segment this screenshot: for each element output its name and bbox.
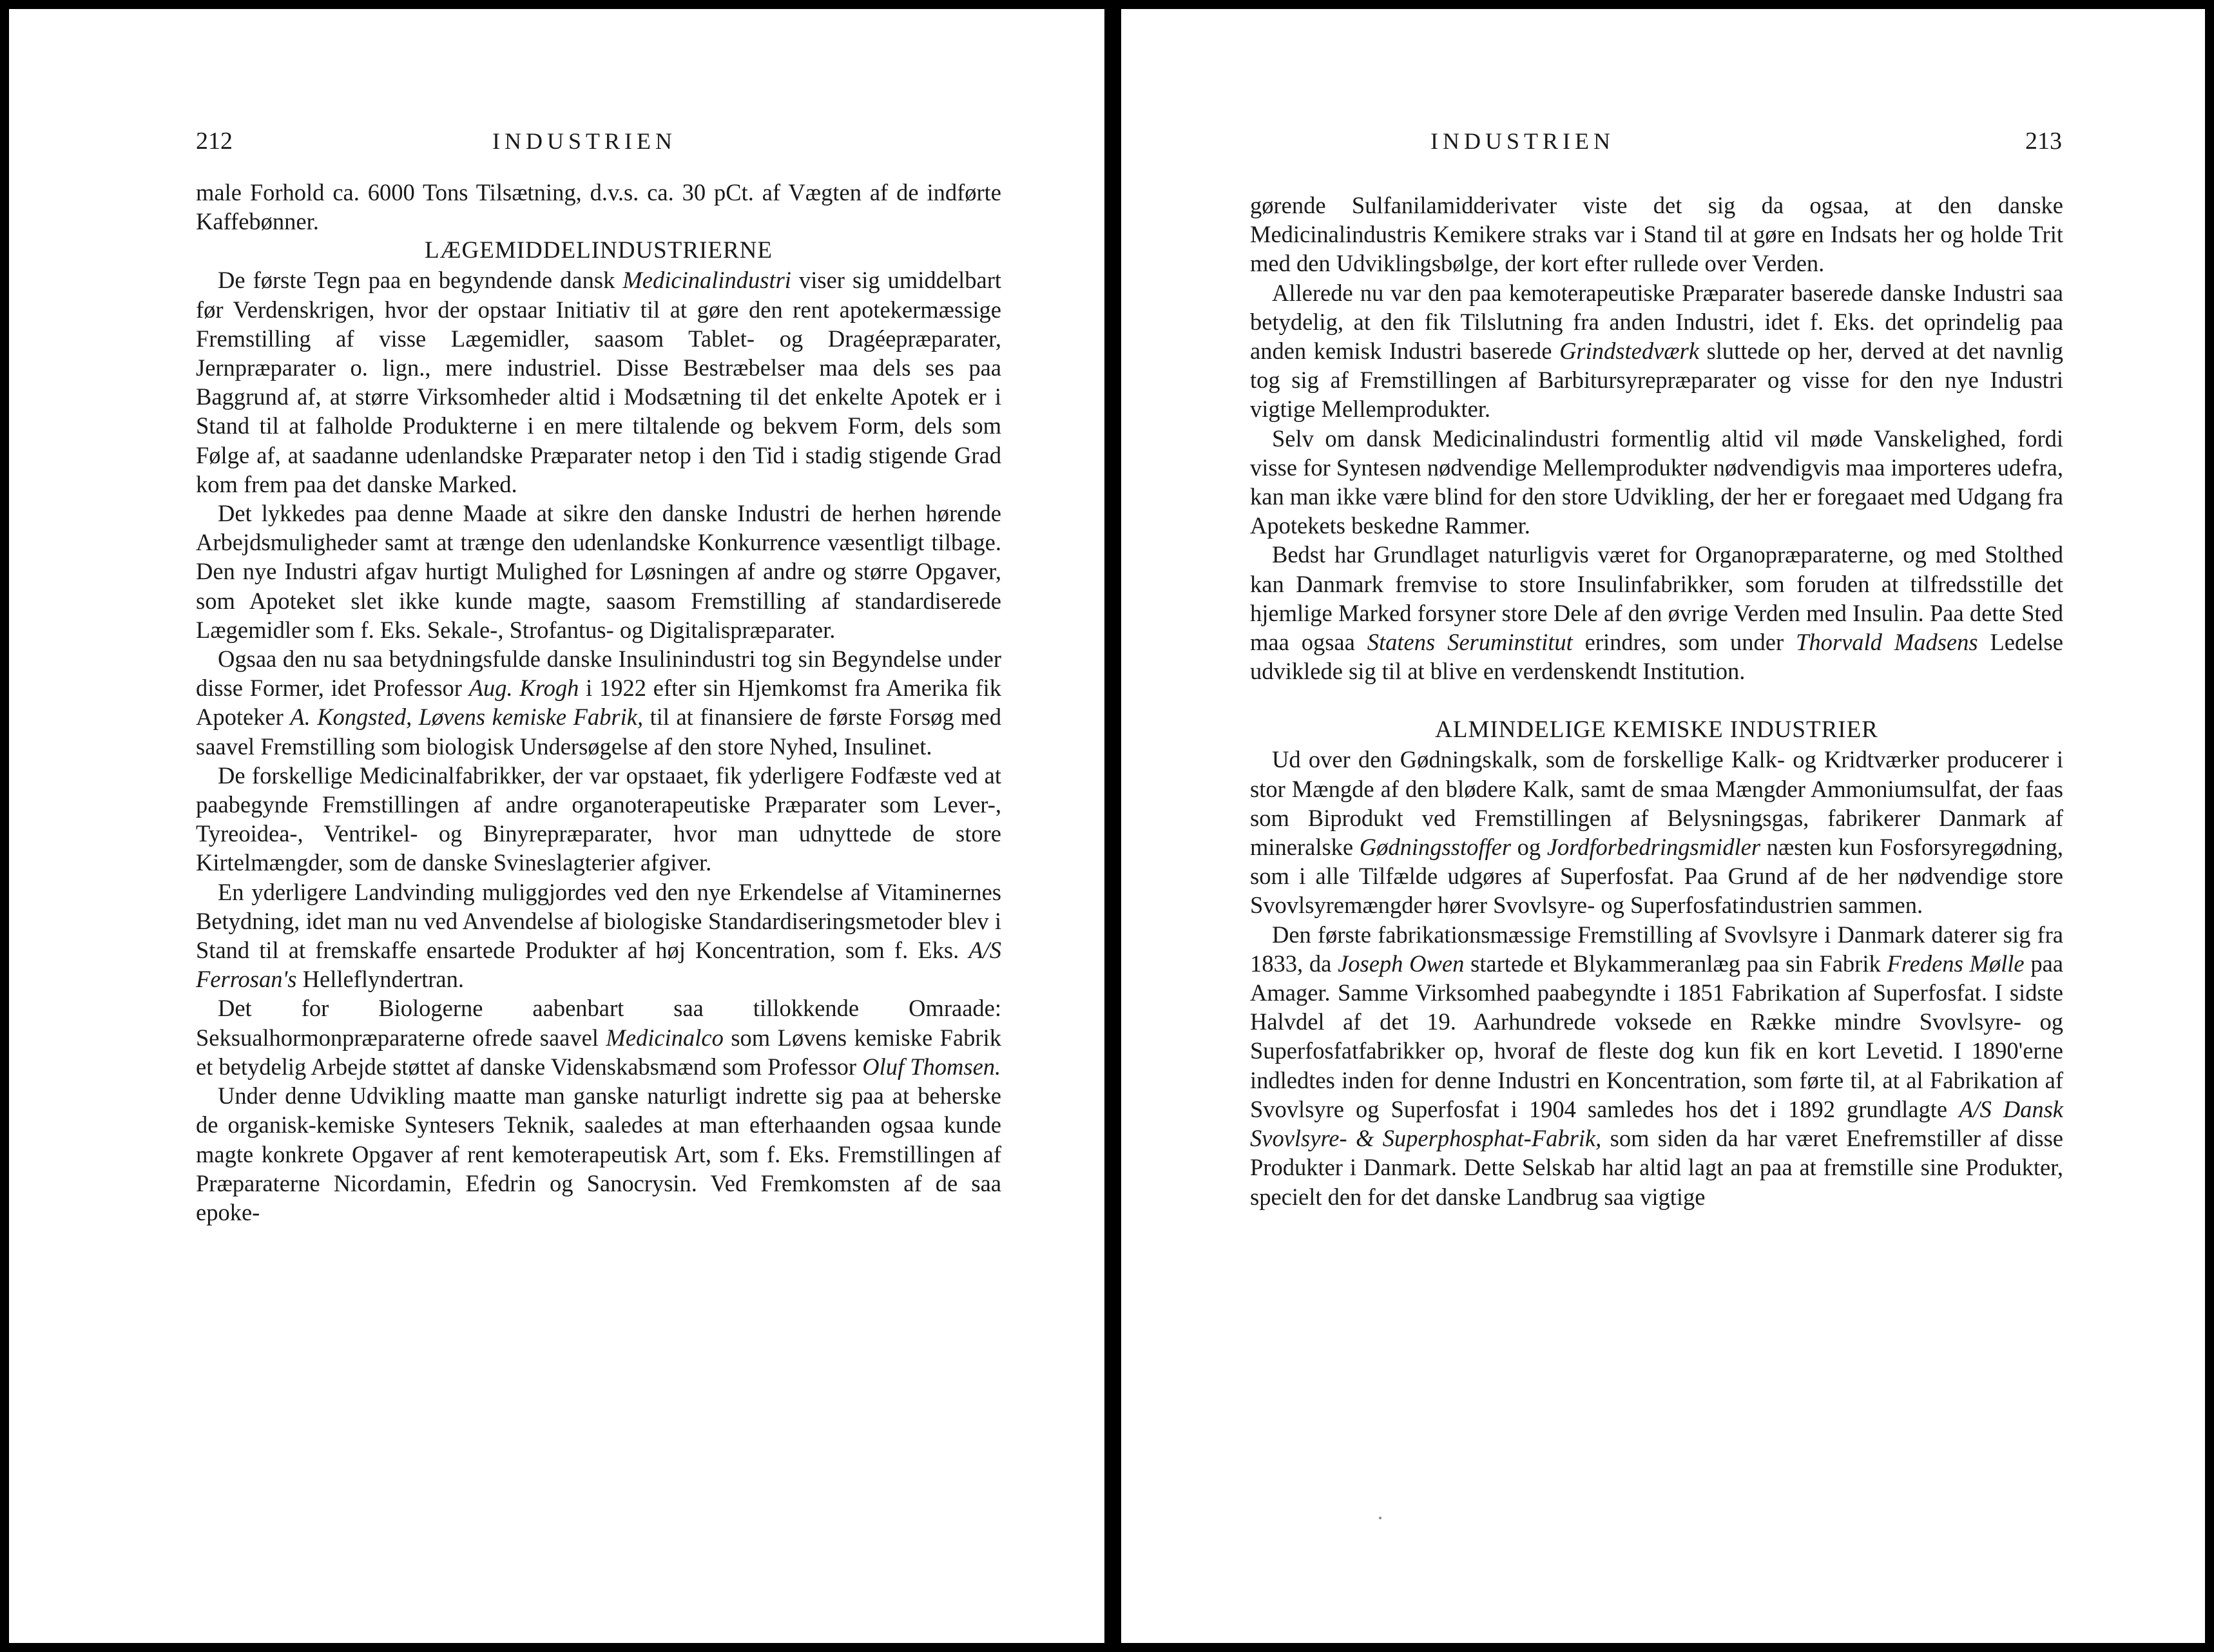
paragraph: Allerede nu var den paa kemoterapeutiske Præparater baserede danske Industri saa betydelig, at den fik Tilslutning fra anden Industri, idet f. Eks. det oprindelig paa anden kemisk Industri baserede Grindstedværk sluttede op her, derved at det navnlig tog sig af Fremstillingen af Barbitursyrepræparater og visse for den nye Industri vigtige Mellemprodukter. — [1250, 279, 2063, 423]
emphasis: Medicinalco — [606, 1024, 724, 1051]
book-gutter — [1104, 9, 1121, 1643]
paragraph: Under denne Udvikling maatte man ganske naturligt indrette sig paa at beherske de organisk-kemiske Syntesers Teknik, saaledes at man efterhaanden ogsaa kunde magte konkrete Opgaver af rent kemoterapeutisk Art, som f. Eks. Fremstillingen af Præparaterne Nicordamin, Efedrin og Sanocrysin. Ved Fremkomsten af de saa epoke- — [196, 1082, 1001, 1225]
running-head-left: INDUSTRIEN — [492, 128, 677, 154]
paragraph: En yderligere Landvinding muliggjordes ved den nye Erkendelse af Vitaminernes Betydning, idet man nu ved Anvendelse af biologiske Standardiseringsmetoder blev i Stand til at fremskaffe ensartede Produkter af høj Koncentration, som f. Eks. A/S Ferrosan's Helleflyndertran. — [196, 878, 1001, 993]
page-number-left: 212 — [196, 128, 233, 155]
paragraph: Det for Biologerne aabenbart saa tillokkende Omraade: Seksualhormonpræparaterne ofrede saavel Medicinalco som Løvens kemiske Fabrik et betydelig Arbejde støttet af danske Videnskabsmænd som Professor Oluf Thomsen. — [196, 995, 1001, 1080]
paragraph: Selv om dansk Medicinalindustri formentlig altid vil møde Vanskelighed, fordi visse for Syntesen nødvendige Mellemprodukter nødvendigvis maa importeres udefra, kan man ikke være blind for den store Udvikling, der her er foregaaet med Udgang fra Apotekets beskedne Rammer. — [1250, 425, 2063, 539]
paragraph: gørende Sulfanilamidderivater viste det sig da ogsaa, at den danske Medicinalindustris Kemikere straks var i Stand til at gøre en Indsats her og holde Trit med den Udviklingsbølge, der kort efter rullede over Verden. — [1250, 192, 2063, 277]
paragraph: male Forhold ca. 6000 Tons Tilsætning, d.v.s. ca. 30 pCt. af Vægten af de indførte Kaffebønner. — [196, 179, 1001, 235]
emphasis: Oluf Thomsen. — [862, 1053, 1001, 1080]
paper-speck — [1379, 1517, 1381, 1519]
emphasis: Thorvald Madsens — [1796, 629, 1978, 656]
section-title-laegemiddel: LÆGEMIDDELINDUSTRIERNE — [425, 237, 773, 264]
paragraph: Ogsaa den nu saa betydningsfulde danske Insulinindustri tog sin Begyndelse under disse Former, idet Professor Aug. Krogh i 1922 efter sin Hjemkomst fra Amerika fik Apoteker A. Kongsted, Løvens kemiske Fabrik, til at finansiere de første Forsøg med saavel Fremstilling som biologisk Undersøgelse af den store Nyhed, Insulinet. — [196, 646, 1001, 760]
page-number-right: 213 — [2025, 128, 2062, 155]
emphasis: Statens Seruminstitut — [1367, 629, 1573, 656]
paragraph: Ud over den Gødningskalk, som de forskellige Kalk- og Kridtværker producerer i stor Mængde af den blødere Kalk, samt de smaa Mængder Ammoniumsulfat, der faas som Biprodukt ved Fremstillingen af Belysningsgas, fabrikerer Danmark af mineralske Gødningsstoffer og Jordforbedringsmidler næsten kun Fosforsyregødning, som i alle Tilfælde udgøres af Superfosfat. Paa Grund af de her nødvendige store Svovlsyremængder hører Svovlsyre- og Superfosfatindustrien sammen. — [1250, 746, 2063, 919]
emphasis: Medicinalindustri — [622, 267, 791, 294]
paragraph: Den første fabrikationsmæssige Fremstilling af Svovlsyre i Danmark daterer sig fra 1833, da Joseph Owen startede et Blykammeranlæg paa sin Fabrik Fredens Mølle paa Amager. Samme Virksomhed paabegyndte i 1851 Fabrikation af Superfosfat. I sidste Halvdel af det 19. Aarhundrede voksede en Række mindre Svovlsyre- og Superfosfatfabrikker op, hvoraf de fleste dog kun fik en kort Levetid. I 1890'erne indledtes inden for denne Industri en Koncentration, som førte til, at al Fabrikation af Svovlsyre og Superfosfat i 1904 samledes hos det i 1892 grundlagte A/S Dansk Svovlsyre- & Superphosphat-Fabrik, som siden da har været Enefremstiller af disse Produkter i Danmark. Dette Selskab har altid lagt an paa at fremstille sine Produkter, specielt den for det danske Landbrug saa vigtige — [1250, 921, 2064, 1210]
right-page — [1121, 9, 2205, 1643]
emphasis: A/S Dansk Svovlsyre- & Superphosphat-Fabrik, — [1250, 1095, 2063, 1152]
left-page — [9, 9, 1104, 1643]
emphasis: Gødningsstoffer — [1359, 834, 1512, 861]
paragraph: De forskellige Medicinalfabrikker, der var opstaaet, fik yderligere Fodfæste ved at paabegynde Fremstillingen af andre organoterapeutiske Præparater som Lever-, Tyreoidea-, Ventrikel- og Binyrepræparater, hvor man udnyttede de store Kirtelmængder, som de danske Svineslagterier afgiver. — [196, 762, 1001, 876]
emphasis: Jordforbedringsmidler — [1546, 834, 1761, 861]
emphasis: Grindstedværk — [1559, 338, 1700, 365]
emphasis: Fredens Mølle — [1887, 950, 2025, 977]
running-head-right: INDUSTRIEN — [1430, 128, 1615, 154]
emphasis: Aug. Krogh — [468, 675, 579, 702]
emphasis: A. Kongsted, Løvens kemiske Fabrik, — [290, 704, 644, 731]
emphasis: Joseph Owen — [1338, 950, 1465, 977]
left-page-body — [196, 178, 1001, 1227]
section-title-kemiske: ALMINDELIGE KEMISKE INDUSTRIER — [1435, 716, 1878, 744]
right-page-header — [1250, 122, 2062, 160]
emphasis: A/S Ferrosan's — [196, 937, 1001, 993]
paragraph: De første Tegn paa en begyndende dansk Medicinalindustri viser sig umiddelbart før Verdenskrigen, hvor der opstaar Initiativ til at gøre den rent apotekermæssige Fremstilling af visse Lægemidler, saasom Tablet- og Dragéepræparater, Jernpræparater o. lign., mere industriel. Disse Bestræbelser maa dels ses paa Baggrund af, at større Virksomheder altid i Modsætning til det enkelte Apotek er i Stand til at falholde Produkterne i en mere tiltalende og bekvem Form, dels som Følge af, at saadanne udenlandske Præparater netop i den Tid i stadig stigende Grad kom frem paa det danske Marked. — [196, 267, 1002, 497]
left-page-header — [196, 122, 1001, 160]
paragraph: Bedst har Grundlaget naturligvis været for Organopræparaterne, og med Stolthed kan Danmark fremvise to store Insulinfabrikker, som foruden at tilfredsstille det hjemlige Marked forsyner store Dele af den øvrige Verden med Insulin. Paa dette Sted maa ogsaa Statens Seruminstitut erindres, som under Thorvald Madsens Ledelse udviklede sig til at blive en verdenskendt Institution. — [1250, 541, 2064, 685]
paragraph: Det lykkedes paa denne Maade at sikre den danske Industri de herhen hørende Arbejdsmuligheder samt at trænge den udenlandske Konkurrence væsentligt tilbage. Den nye Industri afgav hurtigt Mulighed for Løsningen af andre og større Opgaver, som Apoteket slet ikke kunde magte, saasom Fremstilling af standardiserede Lægemidler som f. Eks. Sekale-, Strofantus- og Digitalispræparater. — [196, 500, 1001, 643]
right-page-body — [1250, 191, 2063, 1211]
